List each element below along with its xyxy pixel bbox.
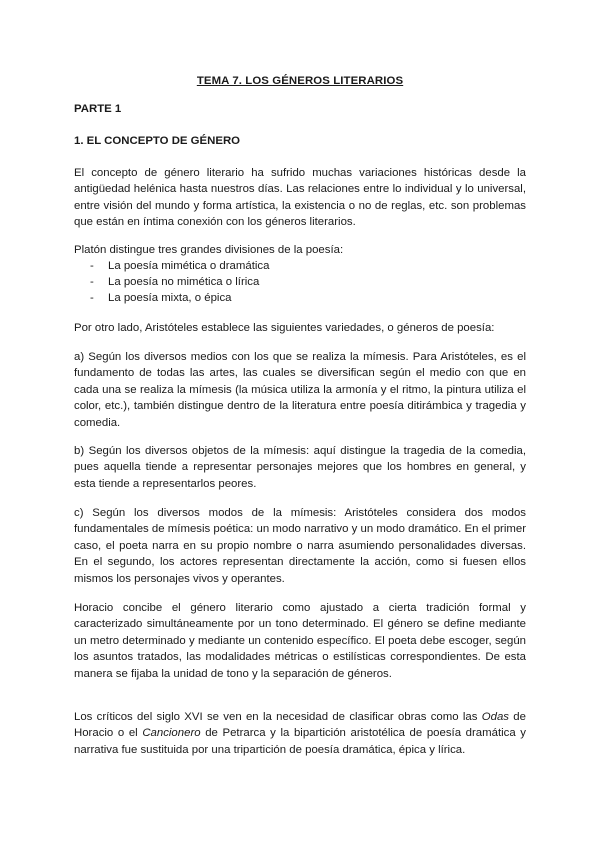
list-item-text: La poesía no mimética o lírica: [108, 276, 260, 289]
list-item: [74, 290, 526, 306]
document-title: TEMA 7. LOS GÉNEROS LITERARIOS: [196, 75, 404, 87]
point-b-paragraph: b) Según los diversos objetos de la mímesis: aquí distingue la tragedia de la comedia, pues aquella tiende a representar personajes mejores que los hombres en general, y esta tiende a representarlos peores.: [74, 445, 526, 490]
point-c-paragraph: c) Según los diversos modos de la mímesis: Aristóteles considera dos modos fundamentales de mímesis poética: un modo narrativo y un modo dramático. En el primer caso, el poeta narra en su propio nombre o narra asumiendo personalidades diversas. En el segundo, los actores representan directamente la acción, como si fuesen ellos mismos los personajes vivos y operantes.: [74, 507, 526, 585]
cancionero-title: Cancionero: [142, 727, 201, 740]
critics-paragraph: [74, 709, 526, 758]
plato-list: [74, 258, 526, 307]
list-item-text: La poesía mimética o dramática: [108, 260, 270, 272]
critics-text-3: de Petrarca y la bipartición aristotélica de poesía dramática y narrativa fue sustituida por una tripartición de poesía dramática, épica y lírica.: [74, 727, 526, 756]
list-item-text: La poesía mixta, o épica: [108, 292, 232, 305]
critics-text-1: Los críticos del siglo XVI se ven en la necesidad de clasificar obras como las: [74, 711, 482, 723]
aristotle-intro: Por otro lado, Aristóteles establece las siguientes variedades, o géneros de poesía:: [74, 322, 495, 334]
dash-marker: -: [90, 276, 94, 289]
section-heading: 1. EL CONCEPTO DE GÉNERO: [74, 135, 241, 147]
part-heading: PARTE 1: [74, 103, 122, 115]
point-a-paragraph: a) Según los diversos medios con los que se realiza la mímesis. Para Aristóteles, es el fundamento de todas las artes, las cuales se diversifican según el medio con que en cada una se realiza la mímesis (la música utiliza la armonía y el ritmo, la pintura utiliza el color, etc.), también distingue dentro de la literatura entre poesía ditirámbica y tragedia y comedia.: [74, 351, 526, 429]
critics-text-2: de Horacio o el: [74, 711, 526, 740]
intro-paragraph: El concepto de género literario ha sufrido muchas variaciones históricas desde la antigüedad helénica hasta nuestros días. Las relaciones entre lo individual y lo universal, entre visión del mundo y forma artística, la existencia o no de reglas, etc. son problemas que están en íntima conexión con los géneros literarios.: [74, 167, 526, 229]
dash-marker: -: [90, 292, 94, 305]
dash-marker: -: [90, 260, 94, 272]
list-item: [74, 274, 526, 290]
list-item: [74, 258, 526, 274]
plato-intro: Platón distingue tres grandes divisiones de la poesía:: [74, 244, 344, 256]
odas-title: Odas: [481, 711, 509, 723]
horace-paragraph: Horacio concibe el género literario como ajustado a cierta tradición formal y caracterizado simultáneamente por un tono determinado. El género se define mediante un metro determinado y mediante un contenido específico. El poeta debe escoger, según los asuntos tratados, las modalidades métricas o estilísticas correspondientes. De esta manera se fijaba la unidad de tono y la separación de géneros.: [74, 602, 526, 680]
